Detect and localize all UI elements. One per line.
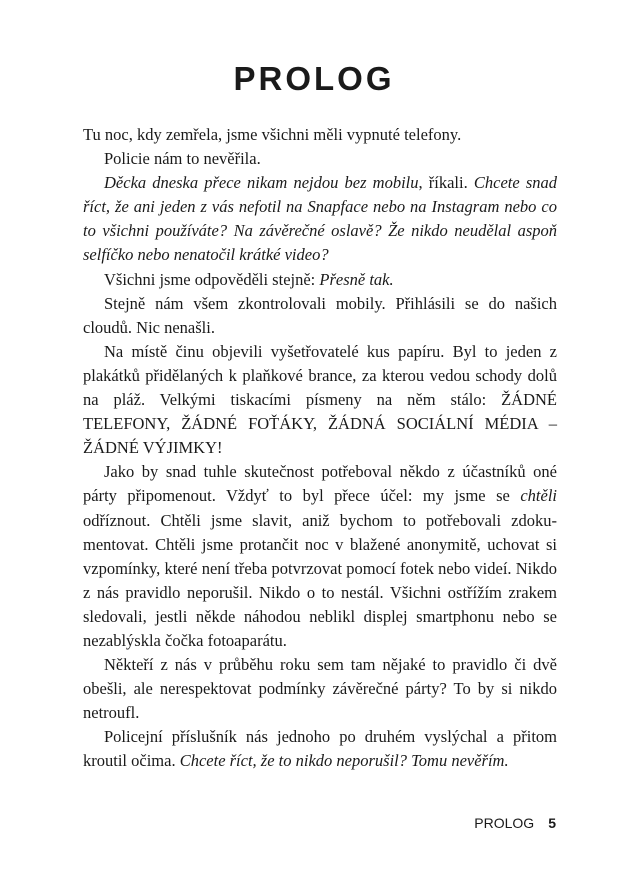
running-header: PROLOG bbox=[474, 815, 535, 831]
page-number: 5 bbox=[548, 815, 556, 831]
text-run: odříznout. Chtěli jsme slavit, aniž bychom to potřebovali zdokumentovat. Chtěli jsme protančit noc v blažené anonymitě, uchovat si vzpomínky, které není třeba potvrzovat pomocí fotek nebo videí. Nikdo z nás pravidlo neporušil. Nikdo o to nestál. Všichni ostřížím zrakem sledovali, jestli někde náhodou neblikl displej smartphonu nebo se nezablýskla čočka fotoaparátu. bbox=[83, 510, 557, 650]
text-run: Stejně nám všem zkontrolovali mobily. Přihlásili se do našich cloudů. Nic nenašli. bbox=[83, 293, 557, 337]
paragraph bbox=[83, 653, 557, 725]
text-run: Někteří z nás v průběhu roku sem tam nějaké to pravidlo či dvě obešli, ale nerespektovat podmínky závěrečné párty? To by si nikdo netroufl. bbox=[83, 655, 557, 723]
italic-text: Chcete říct, že to nikdo neporušil? Tomu nevěřím. bbox=[179, 751, 509, 771]
text-run: Jako by snad tuhle skutečnost potřeboval někdo z účastníků oné párty připomenout. Vždyť to byl přece účel: my jsme se bbox=[83, 462, 557, 506]
paragraph bbox=[83, 460, 557, 653]
text-run: , říkali. bbox=[418, 173, 474, 193]
italic-text: Přesně tak. bbox=[319, 269, 394, 289]
chapter-title: PROLOG bbox=[233, 60, 395, 97]
text-run: Všichni jsme odpověděli stejně: bbox=[104, 269, 320, 289]
paragraph bbox=[83, 171, 557, 267]
text-run: Policie nám to nevěřila. bbox=[104, 149, 261, 169]
paragraph bbox=[83, 340, 557, 460]
page-footer bbox=[474, 815, 556, 831]
paragraph bbox=[83, 292, 557, 340]
italic-text: chtěli bbox=[520, 486, 557, 506]
italic-text: Chcete snad říct, že ani jeden z vás nefotil na Snapface nebo na Instagram nebo co to všichni používáte? Na závěrečné oslavě? Že nikdo neudělal aspoň selfíčko nebo nenatočil krátké video? bbox=[83, 173, 557, 265]
paragraph bbox=[83, 268, 557, 292]
paragraph bbox=[83, 725, 557, 773]
italic-text: Děcka dneska přece nikam nejdou bez mobilu bbox=[104, 173, 419, 193]
paragraph bbox=[83, 123, 557, 147]
text-run: Na místě činu objevili vyšetřovatelé kus papíru. Byl to jeden z plakátků přidělaných k plaňkové brance, za kterou vedou schody dolů na pláž. Velkými tiskacími písmeny na něm stálo: ŽÁDNÉ TELEFONY, ŽÁDNÉ FOŤÁKY, ŽÁDNÁ SOCIÁLNÍ MÉDIA – ŽÁDNÉ VÝJIMKY! bbox=[83, 341, 557, 458]
chapter-body bbox=[83, 123, 557, 774]
text-run: Tu noc, kdy zemřela, jsme všichni měli vypnuté telefony. bbox=[83, 125, 462, 144]
paragraph bbox=[83, 147, 557, 171]
text-run: Policejní příslušník nás jednoho po druhém vyslýchal a přitom kroutil očima. bbox=[83, 727, 557, 771]
